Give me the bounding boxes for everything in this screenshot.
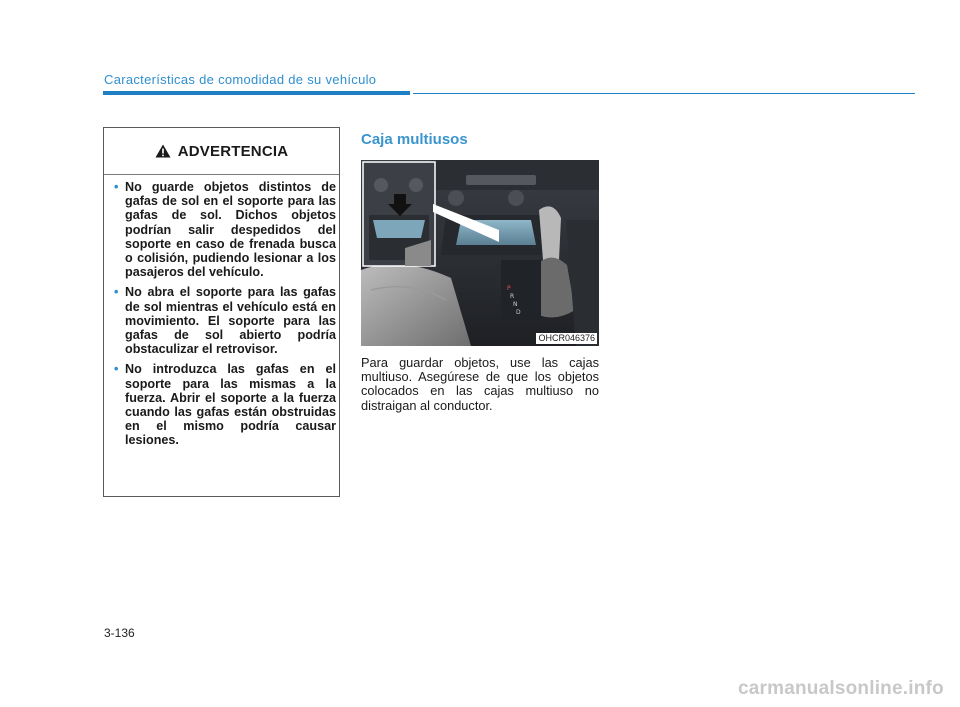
header-rule-thin	[413, 93, 915, 94]
page-number: 3-136	[104, 626, 135, 640]
warning-item	[114, 180, 336, 279]
console-illustration	[361, 160, 599, 346]
warning-divider	[104, 174, 339, 175]
warning-item-text: No abra el soporte para las gafas de sol mientras el vehículo está en movimiento. El soporte para las gafas de sol abierto podría obstaculizar el retrovisor.	[125, 285, 336, 357]
body-paragraph: Para guardar objetos, use las cajas multiuso. Asegúrese de que los objetos colocados en las cajas multiuso no distraigan al conductor.	[361, 355, 599, 413]
content-title: Caja multiusos	[361, 131, 468, 148]
header-rule-thick	[103, 91, 410, 95]
bullet-icon: •	[114, 285, 119, 300]
warning-title: ADVERTENCIA	[177, 142, 289, 160]
warning-item	[114, 362, 336, 447]
warning-item	[114, 285, 336, 356]
warning-list	[114, 180, 336, 454]
warning-triangle-icon	[155, 144, 171, 158]
watermark: carmanualsonline.info	[738, 678, 944, 699]
section-title: Características de comodidad de su vehículo	[104, 72, 377, 87]
warning-item-text: No introduzca las gafas en el soporte para las mismas a la fuerza. Abrir el soporte a la fuerza cuando las gafas están obstruidas en el mismo podría causar lesiones.	[125, 362, 336, 448]
warning-item-text: No guarde objetos distintos de gafas de sol en el soporte para las gafas de sol. Dichos objetos podrían salir despedidos del soporte en caso de frenada busca o colisión, pudiendo lesionar a los pasajeros del vehículo.	[125, 180, 336, 280]
svg-text:R: R	[510, 293, 515, 300]
svg-text:N: N	[513, 301, 518, 308]
image-code: OHCR046376	[538, 333, 595, 343]
svg-text:P: P	[507, 285, 511, 292]
bullet-icon: •	[114, 180, 119, 194]
bullet-icon: •	[114, 362, 119, 377]
warning-box	[103, 127, 340, 497]
multipurpose-box-photo	[361, 160, 599, 346]
warning-header	[104, 128, 339, 174]
svg-text:D: D	[516, 309, 521, 316]
